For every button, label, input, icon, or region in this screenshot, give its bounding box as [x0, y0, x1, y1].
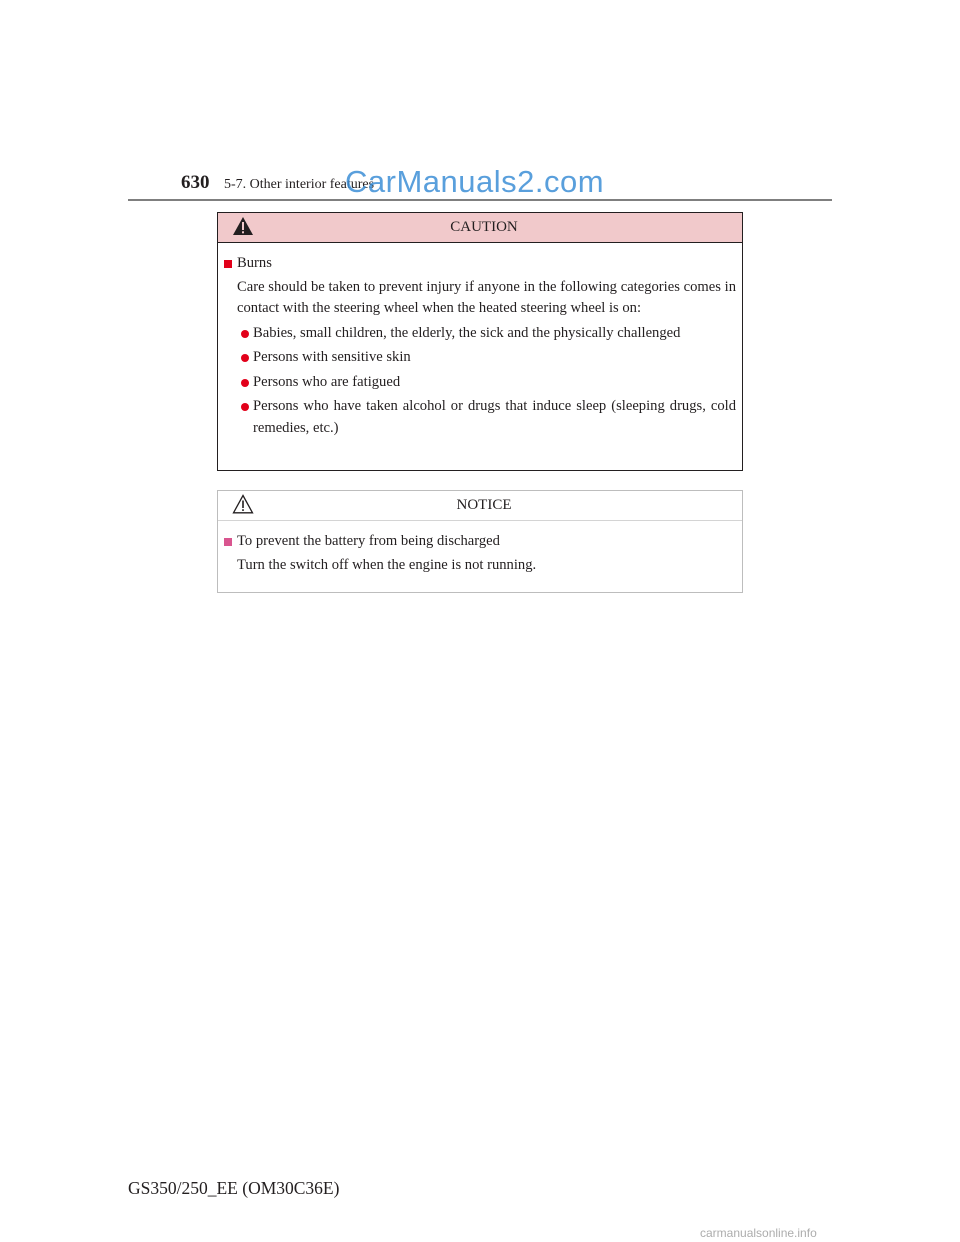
caution-paragraph: Care should be taken to prevent injury if anyone in the following categories comes in contact with the steering wheel when the heated steering wheel is on: [237, 278, 736, 316]
round-bullet-icon [241, 403, 249, 411]
watermark: CarManuals2.com [345, 164, 605, 199]
footer-model-id: GS350/250_EE (OM30C36E) [128, 1178, 340, 1198]
round-bullet-icon [241, 330, 249, 338]
caution-body [218, 243, 742, 439]
square-bullet-icon [224, 260, 232, 268]
caution-bullet [241, 347, 736, 369]
caution-bullet-text: Persons with sensitive skin [253, 349, 411, 365]
notice-header [218, 491, 742, 521]
notice-subheading [224, 531, 736, 553]
notice-subheading-text: To prevent the battery from being discharged [237, 533, 500, 549]
warning-triangle-filled-icon [232, 216, 254, 236]
notice-body [218, 521, 742, 576]
caution-bullet [241, 323, 736, 345]
footer-watermark: carmanualsonline.info [700, 1226, 817, 1240]
caution-box [217, 212, 743, 471]
page-number: 630 [181, 172, 210, 193]
notice-paragraph: Turn the switch off when the engine is not running. [237, 556, 537, 573]
section-title: 5-7. Other interior features [224, 177, 375, 192]
caution-header [218, 213, 742, 243]
caution-bullet [241, 372, 736, 394]
caution-subheading-text: Burns [237, 255, 272, 271]
square-bullet-icon [224, 538, 232, 546]
notice-box [217, 490, 743, 593]
caution-bullet-text: Persons who are fatigued [253, 373, 401, 390]
notice-title: NOTICE [456, 497, 512, 513]
header-rule [128, 199, 832, 201]
caution-bullet-text: Persons who have taken alcohol or drugs that induce sleep (sleeping drugs, cold remedies, etc.) [253, 398, 736, 436]
caution-bullet [241, 396, 736, 439]
caution-subheading [224, 253, 736, 275]
round-bullet-icon [241, 354, 249, 362]
warning-triangle-outline-icon [232, 494, 254, 514]
caution-title: CAUTION [450, 219, 518, 235]
round-bullet-icon [241, 379, 249, 387]
caution-bullet-text: Babies, small children, the elderly, the sick and the physically challenged [253, 324, 681, 341]
